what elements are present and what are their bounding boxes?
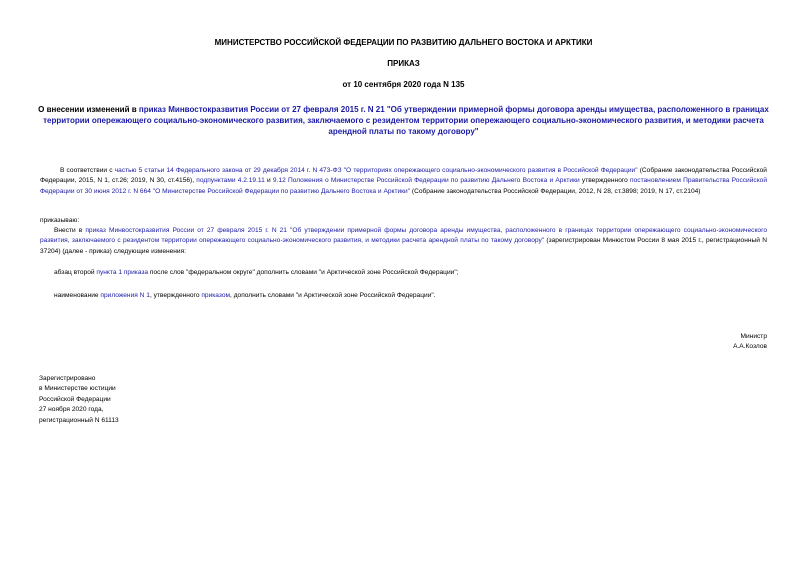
date-number-heading: от 10 сентября 2020 года N 135: [342, 80, 465, 89]
registration-line: Зарегистрировано: [39, 375, 96, 382]
preamble-text-4: утвержденного: [579, 177, 631, 185]
preamble-text-1: В соответствии с: [60, 167, 115, 174]
registration-line: в Министерстве юстиции: [39, 385, 116, 393]
registration-line: Российской Федерации: [39, 395, 111, 403]
amendment-text-2: (зарегистрирован Минюстом России 8 мая 2015 г., регистрационный N 37204) (далее - приказ) следующие изменения:: [40, 237, 768, 255]
signature-position: Министр: [740, 333, 767, 340]
title-order-link[interactable]: приказ Минвостокразвития России от 27 февраля 2015 г. N 21 "Об утверждении примерной формы договора аренды имущества, расположенного в границах территории опережающего социально-экономического развития, заключаемого с резидентом территории опережающего социально-экономического развития, и методики расчета арендной платы по такому договору": [43, 105, 769, 136]
title-prefix: О внесении изменений в: [38, 105, 139, 114]
signature-name: А.А.Козлов: [733, 343, 767, 350]
change-1-text-2: после слов "федеральном округе" дополнить словами "и Арктической зоне Российской Федерации";: [148, 269, 459, 276]
amended-order-link[interactable]: приказ Минвостокразвития России от 27 февраля 2015 г. N 21 "Об утверждении примерной формы договора аренды имущества, расположенного в границах территории опережающего социально-экономического развития, заключаемого с резидентом территории опережающего социально-экономического развития, и методики расчета арендной платы по такому договору": [40, 227, 767, 245]
change-2-text-2: , утвержденного: [149, 292, 202, 299]
subparagraph-link[interactable]: подпунктами 4.2.19.11: [196, 177, 265, 185]
change-2-text-3: , дополнить словами "и Арктической зоне Российской Федерации".: [230, 292, 436, 299]
doc-type-heading: ПРИКАЗ: [387, 59, 420, 68]
regulation-link[interactable]: 9.12 Положения о Министерстве Российской Федерации по развитию Дальнего Востока и Арктики: [272, 177, 580, 185]
preamble-paragraph: [40, 166, 767, 197]
ministry-heading: МИНИСТЕРСТВО РОССИЙСКОЙ ФЕДЕРАЦИИ ПО РАЗВИТИЮ ДАЛЬНЕГО ВОСТОКА И АРКТИКИ: [214, 38, 593, 47]
amendment-text-1: Внести в: [54, 227, 86, 234]
government-decree-link[interactable]: постановлением Правительства Российской Федерации от 30 июня 2012 г. N 664 "О Министерстве Российской Федерации по развитию Дальнего Востока и Арктики": [40, 177, 768, 195]
amendment-paragraph: [40, 226, 767, 257]
preamble-text-2: (Собрание законодательства Российской Федерации, 2015, N 1, ст.26; 2019, N 30, ст.4156),: [40, 167, 767, 185]
federal-law-link[interactable]: частью 5 статьи 14 Федерального закона от 29 декабря 2014 г. N 473-ФЗ "О территориях опережающего социально-экономического развития в Российской Федерации": [114, 167, 638, 174]
change-item-1: [54, 268, 767, 278]
preamble-text-3: и: [264, 177, 273, 185]
registration-block: [39, 374, 239, 426]
document-title: [30, 104, 777, 137]
order-link[interactable]: приказом: [201, 292, 231, 299]
registration-line: регистрационный N 61113: [39, 416, 119, 424]
order-point-1-link[interactable]: пункта 1 приказа: [96, 269, 149, 276]
change-2-text-1: наименование: [54, 292, 101, 299]
appendix-1-link[interactable]: приложения N 1: [100, 292, 150, 299]
change-item-2: [54, 291, 767, 301]
change-1-text-1: абзац второй: [54, 269, 97, 276]
preamble-text-5: (Собрание законодательства Российской Федерации, 2012, N 28, ст.3898; 2019, N 17, ст.2104): [410, 187, 701, 195]
order-word: приказываю:: [40, 217, 80, 224]
registration-line: 27 ноября 2020 года,: [39, 406, 104, 414]
